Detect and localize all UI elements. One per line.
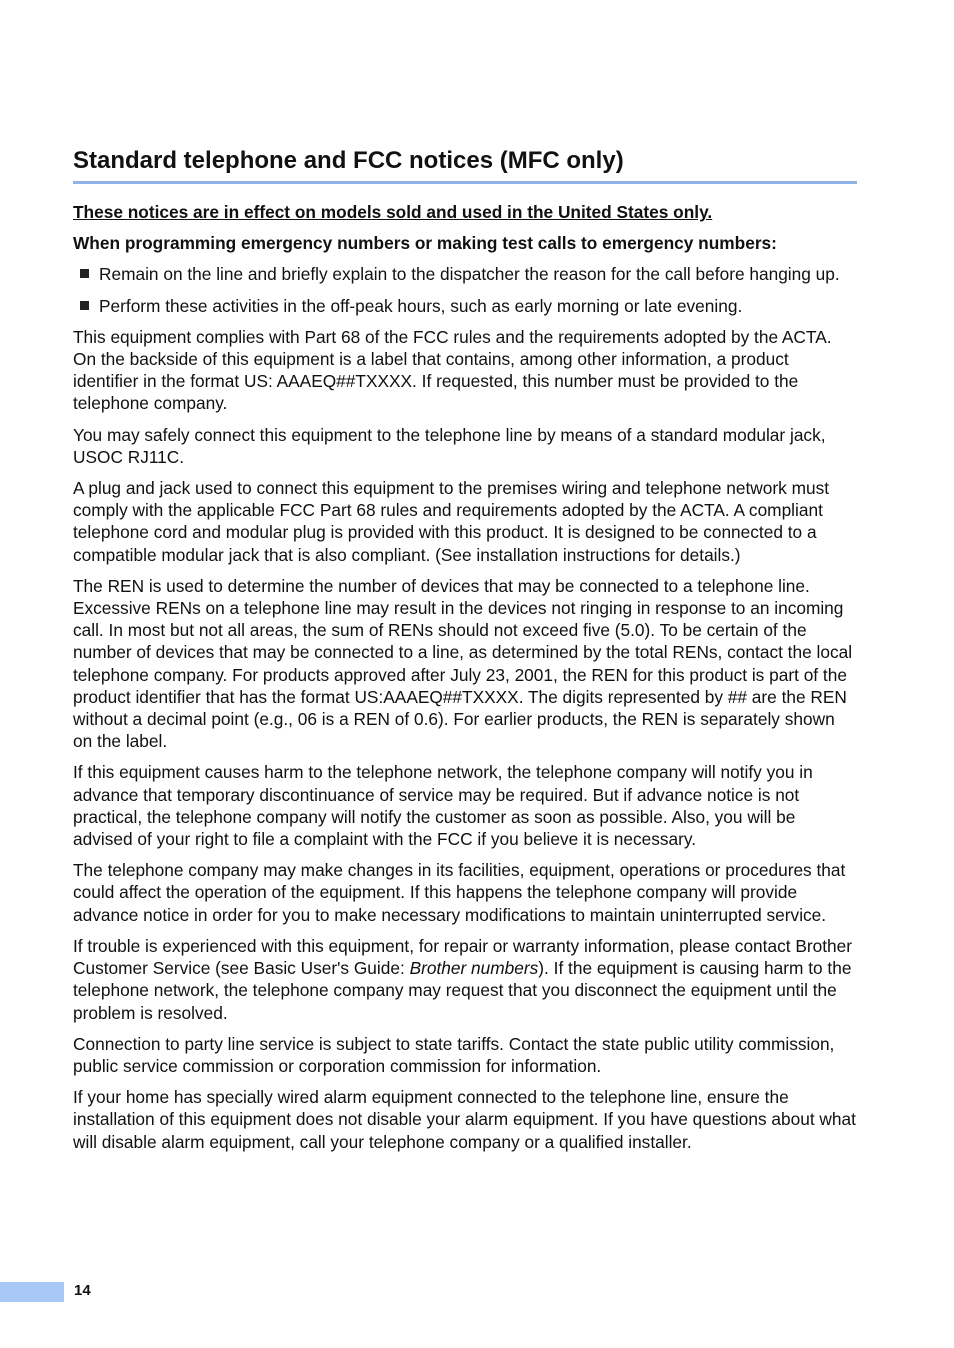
paragraph-alarm: If your home has specially wired alarm equipment connected to the telephone line, ensure the installation of this equipment does not disable your alarm equipment. If you have questions about what will disable alarm equipment, call your telephone company or a qualified installer. — [73, 1087, 856, 1152]
emergency-bullet-list — [73, 263, 857, 316]
paragraph-plug-jack: A plug and jack used to connect this equipment to the premises wiring and telephone network must comply with the applicable FCC Part 68 rules and requirements adopted by the ACTA. A compliant telephone cord and modular plug is provided with this product. It is designed to be connected to a compatible modular jack that is also compliant. (See installation instructions for details.) — [73, 478, 830, 565]
square-bullet-icon — [80, 301, 89, 310]
paragraph-trouble — [73, 935, 857, 1024]
trouble-text-after: ). If the equipment is causing harm to the telephone network, the telephone company may request that you disconnect the equipment until the problem is resolved. — [73, 958, 852, 1023]
paragraph-party-line: Connection to party line service is subject to state tariffs. Contact the state public utility commission, public service commission or corporation commission for information. — [73, 1033, 835, 1076]
emergency-heading: When programming emergency numbers or making test calls to emergency numbers: — [73, 233, 777, 254]
us-notice: These notices are in effect on models sold and used in the United States only. — [73, 202, 713, 222]
brother-numbers-reference: Brother numbers — [409, 958, 539, 979]
page-title: Standard telephone and FCC notices (MFC only) — [73, 145, 857, 184]
square-bullet-icon — [80, 269, 89, 278]
paragraph-ren: The REN is used to determine the number of devices that may be connected to a telephone line. Excessive RENs on a telephone line may result in the devices not ringing in response to an incoming call. In most but not all areas, the sum of RENs should not exceed five (5.0). To be certain of the number of devices that may be connected to a line, as determined by the total RENs, contact the local telephone company. For products approved after July 23, 2001, the REN for this product is part of the product identifier that has the format US:AAAEQ##TXXXX. The digits represented by ## are the REN without a decimal point (e.g., 06 is a REN of 0.6). For earlier products, the REN is separately shown on the label. — [73, 575, 853, 752]
trouble-text-before: If trouble is experienced with this equipment, for repair or warranty information, please contact Brother Customer Service (see Basic User's Guide: — [73, 935, 852, 979]
bullet-text: Remain on the line and briefly explain to the dispatcher the reason for the call before hanging up. — [99, 264, 840, 285]
list-item — [73, 263, 857, 285]
list-item — [73, 295, 857, 317]
paragraph-harm: If this equipment causes harm to the telephone network, the telephone company will notify you in advance that temporary discontinuance of service may be required. But if advance notice is not practical, the telephone company will notify the customer as soon as possible. Also, you will be advised of your right to file a complaint with the FCC if you believe it is necessary. — [73, 762, 813, 850]
page-number: 14 — [74, 1282, 91, 1299]
paragraph-changes: The telephone company may make changes in its facilities, equipment, operations or procedures that could affect the operation of the equipment. If this happens the telephone company will provide advance notice in order for you to make necessary modifications to maintain uninterrupted service. — [73, 860, 846, 925]
footer-tab — [0, 1282, 64, 1302]
document-body — [73, 145, 857, 1153]
paragraph-group — [73, 326, 857, 1153]
bullet-text: Perform these activities in the off-peak hours, such as early morning or late evening. — [99, 295, 743, 316]
paragraph-modular-jack: You may safely connect this equipment to the telephone line by means of a standard modular jack, USOC RJ11C. — [73, 424, 826, 467]
paragraph-part68: This equipment complies with Part 68 of the FCC rules and the requirements adopted by the ACTA. On the backside of this equipment is a label that contains, among other information, a product identifier in the format US: AAAEQ##TXXXX. If requested, this number must be provided to the telephone company. — [73, 326, 832, 414]
